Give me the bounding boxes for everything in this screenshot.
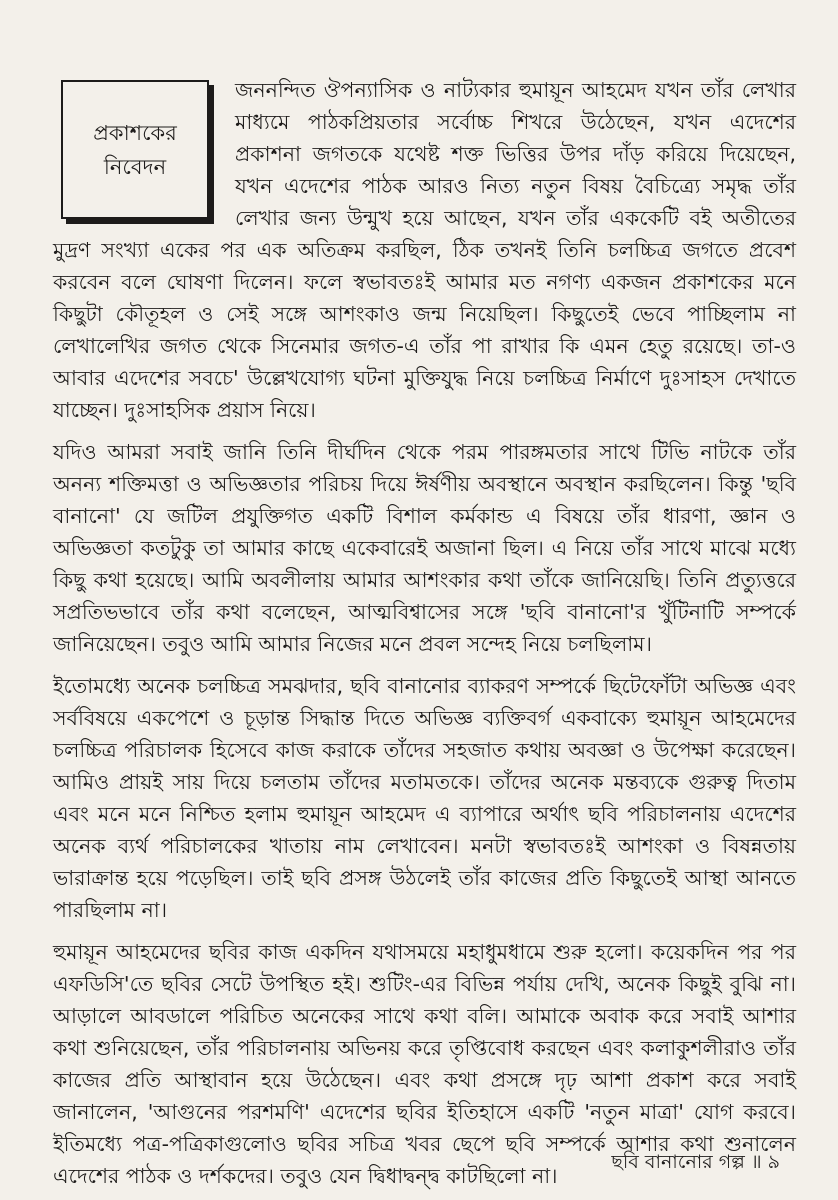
page-number: ৯ — [767, 1151, 780, 1173]
section-title-line1: প্রকাশকের — [93, 120, 177, 145]
paragraph-4: হুমায়ূন আহমেদের ছবির কাজ একদিন যথাসময়ে মহাধুমধামে শুরু হলো। কয়েকদিন পর পর এফডিসি'তে ছবির সেটে উপস্থিত হই। শুটিং-এর বিভিন্ন পর্যায় দেখি, অনেক কিছুই বুঝি না। আড়ালে আবডালে পরিচিত অনেকের সাথে কথা বলি। আমাকে অবাক করে সবাই আশার কথা শুনিয়েছেন, তাঁর পরিচালনায় অভিনয় করে তৃপ্তিবোধ করছেন এবং কলাকুশলীরাও তাঁর কাজের প্রতি আস্থাবান হয়ে উঠেছেন। এবং কথা প্রসঙ্গে দৃঢ় আশা প্রকাশ করে সবাই জানালেন, 'আগুনের পরশমণি' এদেশের ছবির ইতিহাসে একটি 'নতুন মাত্রা' যোগ করবে। ইতিমধ্যে পত্র-পত্রিকাগুলোও ছবির সচিত্র খবর ছেপে ছবি সম্পর্কে আশার কথা শুনালেন এদেশের পাঠক ও দর্শকদের। তবুও যেন দ্বিধাদ্বন্দ্ব কাটছিলো না। — [53, 940, 796, 1188]
running-title: ছবি বানানোর গল্প — [611, 1151, 745, 1173]
paragraph-1: জননন্দিত ঔপন্যাসিক ও নাট্যকার হুমায়ূন আহমেদ যখন তাঁর লেখার মাধ্যমে পাঠকপ্রিয়তার সর্বোচ্চ শিখরে উঠেছেন, যখন এদেশের প্রকাশনা জগতকে যথেষ্ট শক্ত ভিত্তির উপর দাঁড় করিয়ে দিয়েছেন, যখন এদেশের পাঠক আরও নিত্য নতুন বিষয় বৈচিত্র্যে সমৃদ্ধ তাঁর লেখার জন্য উন্মুখ হয়ে আছেন, যখন তাঁর এককেটি বই অতীতের মুদ্রণ সংখ্যা একের পর এক অতিক্রম করছিল, ঠিক তখনই তিনি চলচ্চিত্র জগতে প্রবেশ করবেন বলে ঘোষণা দিলেন। ফলে স্বভাবতঃই আমার মত নগণ্য একজন প্রকাশকের মনে কিছুটা কৌতূহল ও সেই সঙ্গে আশংকাও জন্ম নিয়েছিল। কিছুতেই ভেবে পাচ্ছিলাম না লেখালেখির জগত থেকে সিনেমার জগত-এ তাঁর পা রাখার কি এমন হেতু রয়েছে। তা-ও আবার এদেশের সবচে' উল্লেখযোগ্য ঘটনা মুক্তিযুদ্ধ নিয়ে চলচ্চিত্র নির্মাণে দুঃসাহস দেখাতে যাচ্ছেন। দুঃসাহসিক প্রয়াস নিয়ে। — [53, 78, 796, 422]
section-title-box — [61, 80, 209, 219]
page-footer — [611, 1150, 780, 1174]
paragraph-3: ইতোমধ্যে অনেক চলচ্চিত্র সমঝদার, ছবি বানানোর ব্যাকরণ সম্পর্কে ছিটেফোঁটা অভিজ্ঞ এবং সর্ববিষয়ে একপেশে ও চূড়ান্ত সিদ্ধান্ত দিতে অভিজ্ঞ ব্যক্তিবর্গ একবাক্যে হুমায়ূন আহমেদের চলচ্চিত্র পরিচালক হিসেবে কাজ করাকে তাঁদের সহজাত কথায় অবজ্ঞা ও উপেক্ষা করেছেন। আমিও প্রায়ই সায় দিয়ে চলতাম তাঁদের মতামতকে। তাঁদের অনেক মন্তব্যকে গুরুত্ব দিতাম এবং মনে মনে নিশ্চিত হলাম হুমায়ূন আহমেদ এ ব্যাপারে অর্থাৎ ছবি পরিচালনায় এদেশের অনেক ব্যর্থ পরিচালকের খাতায় নাম লেখাবেন। মনটা স্বভাবতঃই আশংকা ও বিষন্নতায় ভারাক্রান্ত হয়ে পড়েছিল। তাই ছবি প্রসঙ্গ উঠলেই তাঁর কাজের প্রতি কিছুতেই আস্থা আনতে পারছিলাম না। — [53, 674, 796, 922]
footer-separator: ॥ — [750, 1151, 762, 1173]
section-title-line2: নিবেদন — [103, 154, 167, 179]
paragraph-2: যদিও আমরা সবাই জানি তিনি দীর্ঘদিন থেকে পরম পারঙ্গমতার সাথে টিভি নাটকে তাঁর অনন্য শক্তিমত্তা ও অভিজ্ঞতার পরিচয় দিয়ে ঈর্ষণীয় অবস্থানে অবস্থান করছিলেন। কিন্তু 'ছবি বানানো' যে জটিল প্রযুক্তিগত একটি বিশাল কর্মকান্ড এ বিষয়ে তাঁর ধারণা, জ্ঞান ও অভিজ্ঞতা কতটুকু তা আমার কাছে একেবারেই অজানা ছিল। এ নিয়ে তাঁর সাথে মাঝে মধ্যে কিছু কথা হয়েছে। আমি অবলীলায় আমার আশংকার কথা তাঁকে জানিয়েছি। তিনি প্রত্যুত্তরে সপ্রতিভভাবে তাঁর কথা বলেছেন, আত্মবিশ্বাসের সঙ্গে 'ছবি বানানো'র খুঁটিনাটি সম্পর্কে জানিয়েছেন। তবুও আমি আমার নিজের মনে প্রবল সন্দেহ নিয়ে চলছিলাম। — [53, 440, 796, 656]
